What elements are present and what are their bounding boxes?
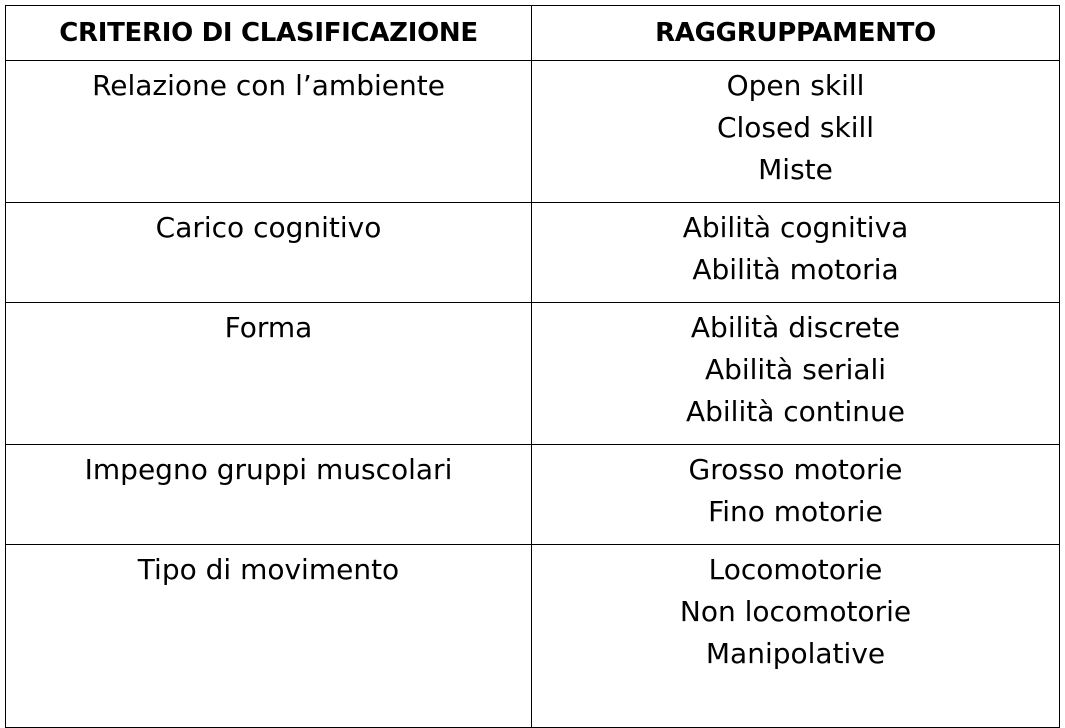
criterio-label: Relazione con l’ambiente [92, 69, 445, 102]
classification-table [5, 5, 1060, 728]
gruppi-cell [532, 203, 1060, 303]
gruppo-item: Locomotorie [708, 553, 883, 586]
table-row [6, 203, 1060, 303]
header-criterio: CRITERIO DI CLASIFICAZIONE [6, 6, 532, 61]
gruppo-item: Closed skill [716, 111, 875, 144]
gruppo-item: Grosso motorie [688, 453, 903, 486]
criterio-cell [6, 303, 532, 445]
gruppi-cell [532, 61, 1060, 203]
criterio-label: Carico cognitivo [155, 211, 382, 244]
gruppo-item: Manipolative [705, 637, 886, 670]
gruppo-item: Fino motorie [708, 495, 883, 528]
table-row [6, 61, 1060, 203]
criterio-cell [6, 545, 532, 728]
gruppi-cell [532, 445, 1060, 545]
gruppi-cell [532, 303, 1060, 445]
gruppi-cell [532, 545, 1060, 728]
criterio-cell [6, 203, 532, 303]
criterio-cell [6, 445, 532, 545]
table-row [6, 303, 1060, 445]
header-raggruppamento: RAGGRUPPAMENTO [532, 6, 1060, 61]
table-row [6, 545, 1060, 728]
criterio-label: Tipo di movimento [137, 553, 400, 586]
criterio-label: Forma [224, 311, 313, 344]
gruppo-item: Abilità continue [685, 395, 906, 428]
gruppo-item: Abilità motoria [692, 253, 899, 286]
gruppo-item: Open skill [726, 69, 865, 102]
gruppo-item: Non locomotorie [679, 595, 912, 628]
criterio-cell [6, 61, 532, 203]
gruppo-item: Miste [758, 153, 833, 186]
header-row [6, 6, 1060, 61]
table-row [6, 445, 1060, 545]
gruppo-item: Abilità cognitiva [682, 211, 909, 244]
gruppo-item: Abilità seriali [704, 353, 887, 386]
criterio-label: Impegno gruppi muscolari [84, 453, 453, 486]
gruppo-item: Abilità discrete [690, 311, 901, 344]
